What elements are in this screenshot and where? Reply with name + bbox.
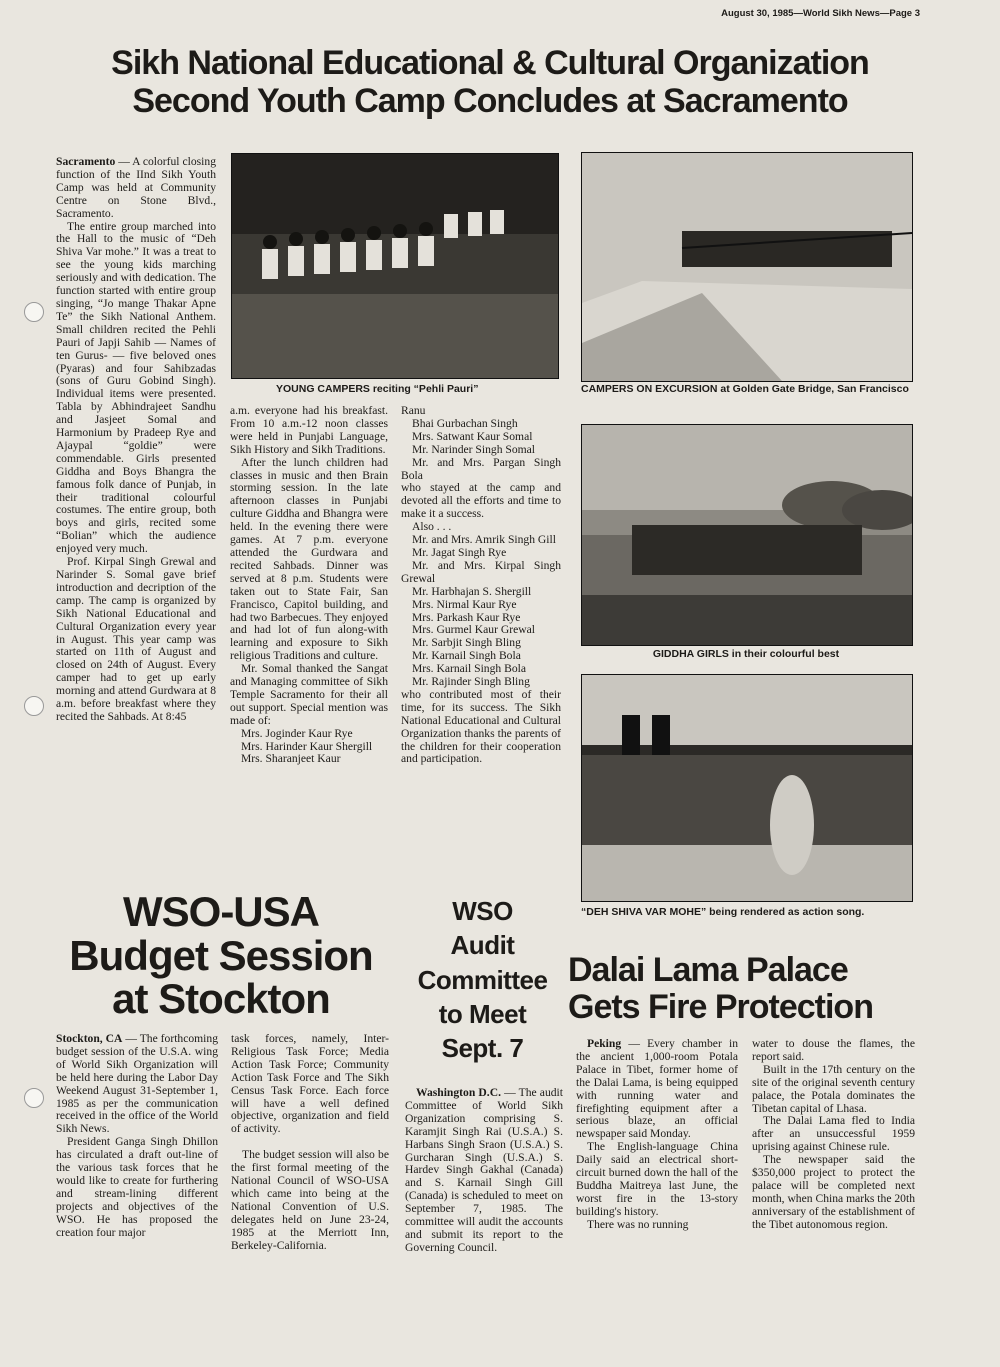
main-story-name: Mrs. Gurmel Kaur Grewal	[412, 623, 535, 637]
main-story-column-2	[230, 405, 388, 766]
main-story-paragraph: who contributed most of their time, for its success. The Sikh National Educational and Cultural Organization thanks the parents of the children for their cooperation and participation.	[401, 687, 561, 766]
main-story-name: Mrs. Parkash Kaur Rye	[412, 610, 521, 624]
main-story-paragraph: Prof. Kirpal Singh Grewal and Narinder S. Somal gave brief introduction and decription of the camp. The camp is organized by Sikh National Educational and Cultural Organization every year in August. This year camp was started on 11th of August and closed on 24th of August. Every camper had to get up early morning and attend Gurdwara at 8 a.m. before breakfast where they recited the Sahbads. At 8:45	[56, 555, 216, 723]
wso-budget-column-1	[56, 1033, 218, 1240]
main-headline	[60, 44, 920, 120]
main-story-name: Mrs. Karnail Singh Bola	[412, 662, 526, 676]
main-story-name: Mr. Harbhajan S. Shergill	[412, 584, 532, 598]
deh-shiva-image	[582, 675, 912, 901]
main-story-name: Mrs. Joginder Kaur Rye	[241, 726, 353, 740]
dalai-lama-headline-line2: Gets Fire Protection	[568, 987, 873, 1026]
main-story-name: Mr. Sarbjit Singh Bling	[412, 636, 521, 650]
dateline: Stockton, CA	[56, 1032, 123, 1045]
main-story-name: Mrs. Satwant Kaur Somal	[412, 429, 533, 443]
main-story-paragraph: who stayed at the camp and devoted all the efforts and time to make it a success.	[401, 481, 561, 521]
dalai-lama-paragraph: The English-language China Daily said an electrical short-circuit burned down the hall of the Buddha Maitreya last June, the worst fire in the 13-story building's history.	[576, 1140, 738, 1218]
excursion-image	[582, 153, 912, 381]
main-story-name: Mr. Narinder Singh Somal	[412, 442, 536, 456]
main-headline-line2: Second Youth Camp Concludes at Sacramento	[132, 82, 848, 121]
wso-budget-paragraph: task forces, namely, Inter-Religious Task Force; Media Action Task Force; Community Action Task Force and The Sikh Census Task Force. Each force will have a well defined objective, organization and field of activity.	[231, 1032, 389, 1136]
wso-budget-headline-line3: at Stockton	[112, 975, 330, 1023]
dalai-lama-paragraph: There was no running	[587, 1217, 689, 1231]
young-campers-photo	[231, 153, 559, 379]
wso-budget-headline-line2: Budget Session	[69, 931, 373, 979]
giddha-image	[582, 425, 912, 645]
dalai-lama-paragraph: Built in the 17th century on the site of the original seventh century palace, the Potala dominates the Tibetan capital of Lhasa.	[752, 1062, 915, 1115]
main-story-name: Bhai Gurbachan Singh	[412, 416, 518, 430]
main-story-column-3	[401, 405, 561, 766]
dalai-lama-paragraph: water to douse the flames, the report said.	[752, 1037, 915, 1063]
wso-budget-paragraph: The budget session will also be the first formal meeting of the National Council of WSO-USA which came into being at the National Convention of U.S. delegates held on June 23-24, 1985 at the Merriott Inn, Berkeley-California.	[231, 1148, 389, 1252]
giddha-photo	[581, 424, 913, 646]
main-story-name: Also . . .	[412, 520, 452, 534]
dateline: Peking	[587, 1037, 622, 1050]
wso-audit-headline-line5: Sept. 7	[441, 1033, 524, 1064]
main-story-name: Ranu	[401, 404, 426, 417]
main-story-name: Mr. and Mrs. Amrik Singh Gill	[412, 533, 556, 547]
main-story-column-1	[56, 156, 216, 724]
punch-hole	[24, 302, 44, 322]
dalai-lama-column-2	[752, 1038, 915, 1232]
wso-budget-paragraph: Stockton, CA — The forthcoming budget session of the U.S.A. wing of World Sikh Organization will be held here during the Labor Day Weekend August 31-September 1, 1985 as per the communication received in the office of the World Sikh News.	[56, 1032, 218, 1136]
main-story-paragraph: a.m. everyone had his breakfast. From 10 a.m.-12 noon classes were held in Punjabi Language, Sikh History and Sikh Traditions.	[230, 404, 388, 456]
main-story-name: Mr. Karnail Singh Bola	[412, 649, 521, 663]
main-story-paragraph: Mr. Somal thanked the Sangat and Managing committee of Sikh Temple Sacramento for their all out support. Special mention was made of:	[230, 662, 388, 727]
punch-hole	[24, 696, 44, 716]
main-story-name: Mr. and Mrs. Kirpal Singh Grewal	[401, 558, 561, 585]
wso-audit-headline-line3: Committee	[417, 964, 548, 995]
main-story-name: Mrs. Nirmal Kaur Rye	[412, 597, 517, 611]
dateline: Washington D.C.	[416, 1086, 501, 1099]
wso-audit-column	[405, 1087, 563, 1255]
dalai-lama-paragraph: The Dalai Lama fled to India after an unsuccessful 1959 uprising against Chinese rule.	[752, 1114, 915, 1154]
main-story-paragraph: Sacramento — A colorful closing function of the IInd Sikh Youth Camp was held at Community Centre on Stone Blvd., Sacramento.	[56, 155, 216, 220]
dalai-lama-headline-line1: Dalai Lama Palace	[568, 951, 848, 989]
wso-budget-headline-line1: WSO-USA	[123, 888, 319, 935]
punch-hole	[24, 1088, 44, 1108]
main-story-paragraph: After the lunch children had classes in music and then Brain storming session. In the late afternoon classes in Punjabi culture Giddha and Bhangra were held. In the evening there were games. At 7 p.m. everyone attended the Gurdwara and recited Sahbads. Dinner was served at 8 p.m. Students were taken out to State Fair, San Francisco, Capitol building, and had two Barbecues. They enjoyed and had lot of fun along-with learning and exposure to Sikh religious Traditions and culture.	[230, 455, 388, 663]
running-head: August 30, 1985—World Sikh News—Page 3	[721, 8, 920, 19]
main-story-name: Mrs. Sharanjeet Kaur	[241, 752, 341, 766]
main-story-name: Mr. Jagat Singh Rye	[412, 545, 507, 559]
deh-shiva-photo	[581, 674, 913, 902]
wso-budget-headline	[56, 890, 386, 1021]
dalai-lama-headline	[568, 952, 898, 1025]
young-campers-image	[232, 154, 558, 378]
dateline: Sacramento	[56, 155, 116, 168]
deh-shiva-caption: “DEH SHIVA VAR MOHE” being rendered as action song.	[581, 906, 865, 918]
dalai-lama-paragraph: The newspaper said the $350,000 project to protect the palace will be completed next month, when China marks the 20th anniversary of the establishment of the Tibet autonomous region.	[752, 1153, 915, 1231]
wso-audit-headline	[405, 894, 560, 1066]
wso-audit-headline-line2: Audit	[450, 930, 515, 961]
main-headline-line1: Sikh National Educational & Cultural Organization	[111, 44, 869, 82]
wso-audit-headline-line1: WSO	[452, 896, 513, 926]
excursion-photo	[581, 152, 913, 382]
young-campers-caption: YOUNG CAMPERS reciting “Pehli Pauri”	[276, 383, 479, 395]
main-story-name: Mr. and Mrs. Pargan Singh Bola	[401, 455, 561, 482]
excursion-caption: CAMPERS ON EXCURSION at Golden Gate Bridge, San Francisco	[581, 383, 909, 395]
wso-budget-paragraph: President Ganga Singh Dhillon has circulated a draft out-line of the various task forces that he would like to create for furthering and stream-lining different projects and objectives of the WSO. He has proposed the creation four major	[56, 1135, 218, 1239]
main-story-paragraph: The entire group marched into the Hall to the music of “Deh Shiva Var mohe.” It was a treat to see the young kids marching seriously and with dedication. The function started with entire group singing, “Jo mange Thakar Apne Te” the Sikh National Anthem. Small children recited the Pehli Pauri of Japji Sahib — Names of ten Gurus- — five beloved ones (Pyaras) and four Sahibzadas (sons of Guru Gobind Singh). Individual items were presented. Tabla by Abhindrajeet Sandhu and Jasjeet Somal and Harmonium by Pradeep Rye and Ajaypal “goldie” were commendable. Girls presented Giddha and Boys Bhangra the famous folk dance of Punjab, in their traditional colourful costumes. The entire group, both boys and girls, recited some “Bolian” which the audience enjoyed very much.	[56, 219, 216, 556]
main-story-name: Mrs. Harinder Kaur Shergill	[241, 739, 373, 753]
giddha-caption: GIDDHA GIRLS in their colourful best	[652, 648, 840, 660]
dalai-lama-column-1	[576, 1038, 738, 1232]
wso-budget-column-2	[231, 1033, 389, 1253]
dalai-lama-paragraph: Peking — Every chamber in the ancient 1,000-room Potala Palace in Tibet, former home of the Dalai Lama, is being equipped with running water and firefighting equipment after a serious blaze, an official newspaper said Monday.	[576, 1037, 738, 1141]
wso-audit-headline-line4: to Meet	[438, 998, 527, 1029]
main-story-name: Mr. Rajinder Singh Bling	[412, 675, 530, 689]
wso-audit-paragraph: Washington D.C. — The audit Committee of World Sikh Organization comprising S. Karamjit Singh Rai (U.S.A.) S. Harbans Singh Sraon (U.S.A.) S. Gurcharan Singh (U.S.A.) S. Hardev Singh Gakhal (Canada) and S. Karnail Singh Gill (Canada) is scheduled to meet on September 7, 1985. The committee will audit the accounts and submit its report to the Governing Council.	[405, 1086, 563, 1254]
